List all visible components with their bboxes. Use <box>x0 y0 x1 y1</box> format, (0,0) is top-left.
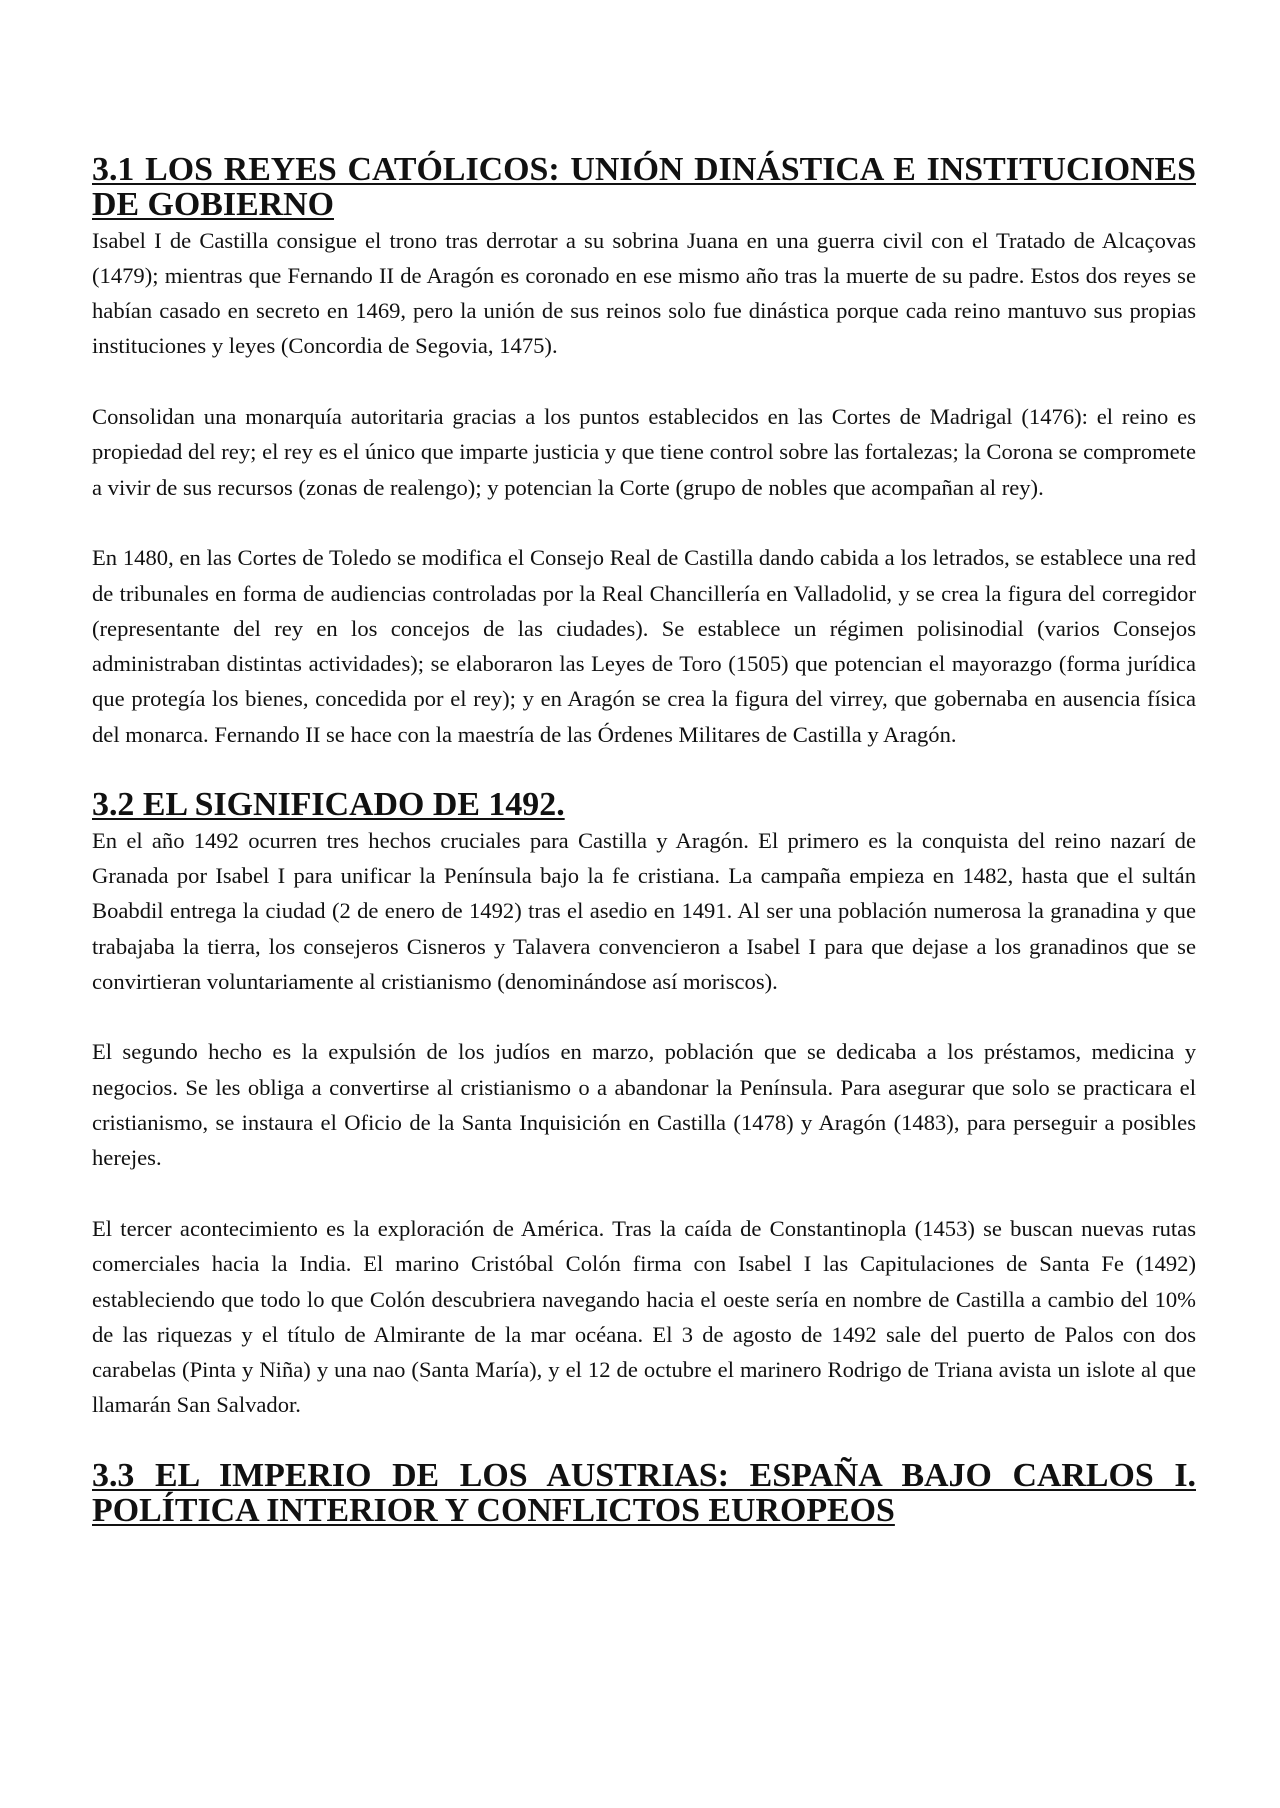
paragraph: Consolidan una monarquía autoritaria gracias a los puntos establecidos en las Cortes de Madrigal (1476): el reino es propiedad del rey; el rey es el único que imparte justicia y que tiene control sobre las fortalezas; la Corona se compromete a vivir de sus recursos (zonas de realengo); y potencian la Corte (grupo de nobles que acompañan al rey). <box>92 404 1196 500</box>
paragraph: En 1480, en las Cortes de Toledo se modifica el Consejo Real de Castilla dando cabida a los letrados, se establece una red de tribunales en forma de audiencias controladas por la Real Chancillería en Valladolid, y se crea la figura del corregidor (representante del rey en los concejos de las ciudades). Se establece un régimen polisinodial (varios Consejos administraban distintas actividades); se elaboraron las Leyes de Toro (1505) que potencian el mayorazgo (forma jurídica que protegía los bienes, concedida por el rey); y en Aragón se crea la figura del virrey, que gobernaba en ausencia física del monarca. Fernando II se hace con la maestría de las Órdenes Militares de Castilla y Aragón. <box>92 545 1196 747</box>
paragraph-gap <box>92 1423 1196 1458</box>
paragraph: El segundo hecho es la expulsión de los judíos en marzo, población que se dedicaba a los préstamos, medicina y negocios. Se les obliga a convertirse al cristianismo o a abandonar la Península. Para asegurar que solo se practicara el cristianismo, se instaura el Oficio de la Santa Inquisición en Castilla (1478) y Aragón (1483), para perseguir a posibles herejes. <box>92 1039 1196 1171</box>
paragraph-gap <box>92 505 1196 540</box>
document-page <box>92 152 1196 1529</box>
paragraph-gap <box>92 752 1196 787</box>
paragraph: En el año 1492 ocurren tres hechos cruciales para Castilla y Aragón. El primero es la conquista del reino nazarí de Granada por Isabel I para unificar la Península bajo la fe cristiana. La campaña empieza en 1482, hasta que el sultán Boabdil entrega la ciudad (2 de enero de 1492) tras el asedio en 1491. Al ser una población numerosa la granadina y que trabajaba la tierra, los consejeros Cisneros y Talavera convencieron a Isabel I para que dejase a los granadinos que se convirtieran voluntariamente al cristianismo (denominándose así moriscos). <box>92 827 1196 994</box>
section-heading-3-2: 3.2 EL SIGNIFICADO DE 1492. <box>92 786 565 824</box>
paragraph: El tercer acontecimiento es la exploración de América. Tras la caída de Constantinopla (1453) se buscan nuevas rutas comerciales hacia la India. El marino Cristóbal Colón firma con Isabel I las Capitulaciones de Santa Fe (1492) estableciendo que todo lo que Colón descubriera navegando hacia el oeste sería en nombre de Castilla a cambio del 10% de las riquezas y el título de Almirante de la mar océana. El 3 de agosto de 1492 sale del puerto de Palos con dos carabelas (Pinta y Niña) y una nao (Santa María), y el 12 de octubre el marinero Rodrigo de Triana avista un islote al que llamarán San Salvador. <box>92 1215 1196 1418</box>
paragraph: Isabel I de Castilla consigue el trono tras derrotar a su sobrina Juana en una guerra civil con el Tratado de Alcaçovas (1479); mientras que Fernando II de Aragón es coronado en ese mismo año tras la muerte de su padre. Estos dos reyes se habían casado en secreto en 1469, pero la unión de sus reinos solo fue dinástica porque cada reino mantuvo sus propias instituciones y leyes (Concordia de Segovia, 1475). <box>92 227 1196 359</box>
section-heading-3-1: 3.1 LOS REYES CATÓLICOS: UNIÓN DINÁSTICA E INSTITUCIONES DE GOBIERNO <box>92 151 1196 224</box>
paragraph-gap <box>92 1176 1196 1211</box>
section-heading-3-3: 3.3 EL IMPERIO DE LOS AUSTRIAS: ESPAÑA BAJO CARLOS I. POLÍTICA INTERIOR Y CONFLICTOS EUROPEOS <box>92 1456 1196 1530</box>
paragraph-gap <box>92 364 1196 399</box>
paragraph-gap <box>92 999 1196 1034</box>
